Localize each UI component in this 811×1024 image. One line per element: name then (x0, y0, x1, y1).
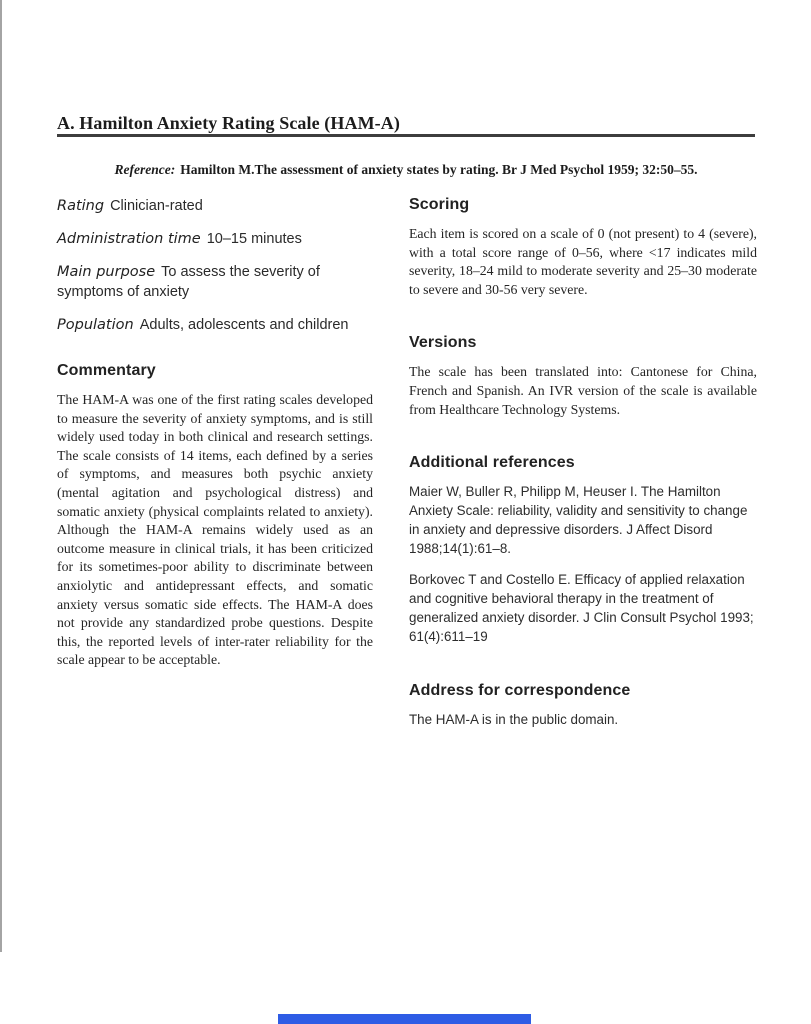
commentary-body: The HAM-A was one of the first rating scales developed to measure the severity of anxiety symptoms, and is still widely used today in both clinical and research settings. The scale consists of 14 items, each defined by a series of symptoms, and measures both psychic anxiety (mental agitation and psychological distress) and somatic anxiety (physical complaints related to anxiety). Although the HAM-A remains widely used as an outcome measure in clinical trials, it has been criticized for its sometimes-poor ability to discriminate between anxiolytic and antidepressant effects, and somatic anxiety versus somatic side effects. The HAM-A does not provide any standardized probe questions. Despite this, the reported levels of inter-rater reliability for the scale appear to be acceptable. (57, 392, 373, 668)
detail-population-label: Population (57, 317, 134, 333)
versions-body: The scale has been translated into: Cantonese for China, French and Spanish. An IVR version of the scale is available from Healthcare Technology Systems. (409, 364, 757, 417)
reference-text: Hamilton M.The assessment of anxiety states by rating. Br J Med Psychol 1959; 32:50–55. (180, 162, 698, 177)
additional-references-heading: Additional references (409, 454, 575, 472)
reference-label: Reference: (114, 162, 176, 177)
correspondence-body: The HAM-A is in the public domain. (409, 711, 619, 727)
title-divider (57, 134, 755, 137)
detail-main-purpose (57, 262, 373, 302)
versions-heading: Versions (409, 334, 477, 352)
right-column (409, 196, 757, 729)
detail-population (57, 315, 373, 335)
left-column (57, 196, 373, 670)
reference-item: Borkovec T and Costello E. Efficacy of applied relaxation and cognitive behavioral therapy in the treatment of generalized anxiety disorder. J Clin Consult Psychol 1993; 61(4):611–19 (409, 572, 754, 644)
scoring-heading: Scoring (409, 196, 470, 213)
detail-main-purpose-label: Main purpose (57, 264, 156, 280)
correspondence-heading: Address for correspondence (409, 681, 631, 699)
two-column-layout (57, 196, 757, 729)
detail-administration-time (57, 229, 373, 249)
reference-line (57, 162, 755, 178)
detail-rating-label: Rating (57, 198, 105, 214)
detail-administration-time-label: Administration time (57, 231, 201, 247)
detail-main-purpose-value: To assess the severity of symptoms of anxiety (57, 264, 320, 300)
scan-edge-line (0, 0, 2, 952)
detail-population-value: Adults, adolescents and children (139, 317, 349, 333)
bottom-blue-bar (278, 1014, 531, 1024)
detail-rating-value: Clinician-rated (110, 198, 203, 214)
commentary-heading: Commentary (57, 362, 156, 379)
scoring-body: Each item is scored on a scale of 0 (not present) to 4 (severe), with a total score range of 0–56, where <17 indicates mild severity, 18–24 mild to moderate severity and 25–30 moderate to severe and 30-56 very severe. (409, 226, 757, 297)
reference-item: Maier W, Buller R, Philipp M, Heuser I. The Hamilton Anxiety Scale: reliability, validity and sensitivity to change in anxiety and depressive disorders. J Affect Disord 1988;14(1):61–8. (409, 484, 748, 556)
detail-rating (57, 196, 373, 216)
detail-administration-time-value: 10–15 minutes (206, 231, 302, 247)
page-title: A. Hamilton Anxiety Rating Scale (HAM-A) (57, 113, 400, 134)
